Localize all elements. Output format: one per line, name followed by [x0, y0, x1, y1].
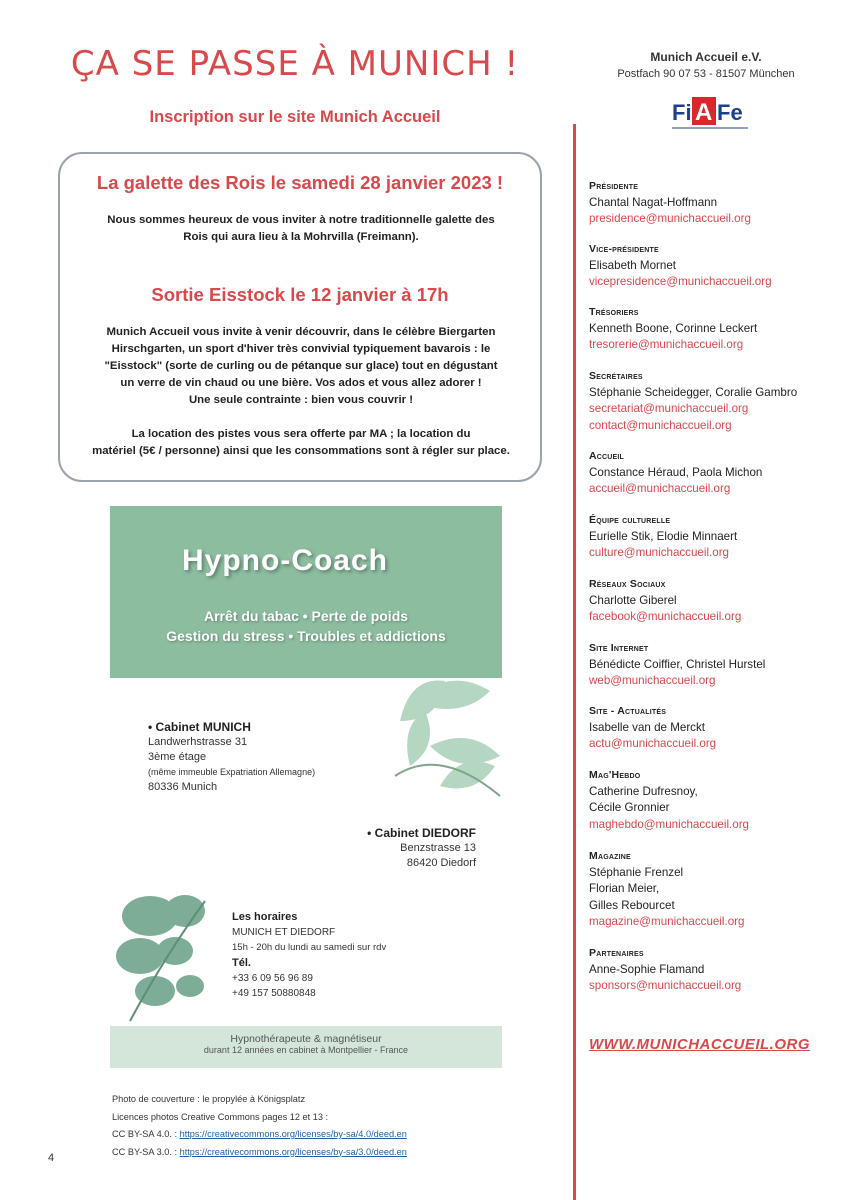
contact-reseaux-sociaux: Réseaux Sociaux Charlotte Giberel facebook@munichaccueil.org: [589, 576, 829, 626]
ad-subtitle-2: Gestion du stress • Troubles et addictions: [166, 628, 446, 644]
contact-accueil: Accueil Constance Héraud, Paola Michon accueil@munichaccueil.org: [589, 448, 829, 498]
email-link[interactable]: magazine@munichaccueil.org: [589, 915, 745, 928]
email-link[interactable]: web@munichaccueil.org: [589, 674, 716, 687]
ad-footer-band: Hypnothérapeute & magnétiseur durant 12 années en cabinet à Montpellier - France: [110, 1026, 502, 1068]
hypno-coach-ad: [110, 506, 502, 1076]
ad-phones: Tél. +33 6 09 56 96 89 +49 157 50880848: [232, 957, 316, 999]
svg-text:Fi: Fi: [672, 100, 692, 125]
email-link[interactable]: tresorerie@munichaccueil.org: [589, 338, 744, 351]
license-link-4[interactable]: https://creativecommons.org/licenses/by-sa/4.0/deed.en: [179, 1129, 407, 1139]
contact-tresoriers: Trésoriers Kenneth Boone, Corinne Leckert tresorerie@munichaccueil.org: [589, 304, 829, 354]
email-link[interactable]: maghebdo@munichaccueil.org: [589, 817, 750, 831]
eisstock-text: Munich Accueil vous invite à venir découvrir, dans le célèbre Biergarten Hirschgarten, un sport d'hiver très convivial typiquement bavarois : le "Eisstock" (sorte de curling ou de pétanque sur glace) tout en dégustant un verre de vin chaud ou une bière. Vos ados et vous allez adorer ! Une seule contrainte : bien vous couvrir !: [104, 326, 498, 406]
contact-secretaires: Secrétaires Stéphanie Scheidegger, Coralie Gambro secretariat@munichaccueil.org contact@munichaccueil.org: [589, 368, 829, 434]
contact-site-internet: Site Internet Bénédicte Coiffier, Christel Hurstel web@munichaccueil.org: [589, 640, 829, 690]
ad-title: Hypno-Coach: [182, 544, 388, 577]
sidebar-divider: [573, 124, 576, 1200]
page-number: 4: [48, 1152, 55, 1164]
contact-partenaires: Partenaires Anne-Sophie Flamand sponsors@munichaccueil.org: [589, 945, 829, 995]
contact-presidente: Présidente Chantal Nagat-Hoffmann presidence@munichaccueil.org: [589, 178, 829, 228]
email-link[interactable]: vicepresidence@munichaccueil.org: [589, 275, 772, 288]
contact-maghebdo: Mag'Hebdo Catherine Dufresnoy, Cécile Gronnier maghebdo@munichaccueil.org: [589, 767, 829, 833]
contact-magazine: Magazine Stéphanie Frenzel Florian Meier, Gilles Rebourcet magazine@munichaccueil.org: [589, 848, 829, 931]
galette-title: La galette des Rois le samedi 28 janvier 2023 !: [96, 172, 504, 193]
svg-text:Fe: Fe: [717, 100, 743, 125]
email-link[interactable]: accueil@munichaccueil.org: [589, 482, 731, 495]
page-subtitle: Inscription sur le site Munich Accueil: [149, 108, 441, 126]
email-link[interactable]: presidence@munichaccueil.org: [589, 212, 751, 225]
contact-equipe-culturelle: Équipe culturelle Eurielle Stik, Elodie Minnaert culture@munichaccueil.org: [589, 512, 829, 562]
photo-credits: Photo de couverture : le propylée à Königsplatz Licences photos Creative Commons pages 12 et 13 : CC BY-SA 4.0. : https://creativecommons.org/licenses/by-sa/4.0/deed.en CC BY-SA 3.0. : https://creativecommons.org/licenses/by-sa/3.0/deed.en: [112, 1094, 407, 1157]
email-link[interactable]: culture@munichaccueil.org: [589, 546, 730, 559]
website-link[interactable]: WWW.MUNICHACCUEIL.ORG: [589, 1036, 811, 1053]
cabinet-munich: • Cabinet MUNICH Landwerhstrasse 31 3ème étage (même immeuble Expatriation Allemagne) 80336 Munich: [148, 720, 316, 793]
page-title: ÇA SE PASSE À MUNICH !: [70, 44, 520, 84]
events-box: [58, 152, 542, 482]
eisstock-note: La location des pistes vous sera offerte par MA ; la location du matériel (5€ / personne) ainsi que les consommations sont à régler sur place.: [92, 428, 510, 457]
ad-subtitle-1: Arrêt du tabac • Perte de poids: [203, 608, 409, 624]
org-header: Munich Accueil e.V. Postfach 90 07 53 - 81507 München: [617, 50, 795, 80]
email-link[interactable]: contact@munichaccueil.org: [589, 418, 732, 432]
ad-hours: Les horaires MUNICH ET DIEDORF 15h - 20h du lundi au samedi sur rdv: [232, 911, 387, 953]
email-link[interactable]: actu@munichaccueil.org: [589, 737, 717, 750]
email-link[interactable]: secretariat@munichaccueil.org: [589, 402, 749, 415]
license-link-3[interactable]: https://creativecommons.org/licenses/by-sa/3.0/deed.en: [179, 1146, 407, 1157]
galette-text: Nous sommes heureux de vous inviter à notre traditionnelle galette des Rois qui aura lieu à la Mohrvilla (Freimann).: [107, 214, 495, 243]
email-link[interactable]: facebook@munichaccueil.org: [589, 610, 742, 623]
eisstock-title: Sortie Eisstock le 12 janvier à 17h: [151, 284, 449, 305]
email-link[interactable]: sponsors@munichaccueil.org: [589, 979, 742, 992]
fiafe-logo: [670, 93, 750, 133]
cabinet-diedorf: • Cabinet DIEDORF Benzstrasse 13 86420 Diedorf: [367, 826, 476, 869]
contact-vice-presidente: Vice-présidente Elisabeth Mornet vicepresidence@munichaccueil.org: [589, 241, 829, 291]
contact-site-actualites: Site - Actualités Isabelle van de Merckt actu@munichaccueil.org: [589, 703, 829, 753]
svg-text:A: A: [695, 99, 713, 126]
